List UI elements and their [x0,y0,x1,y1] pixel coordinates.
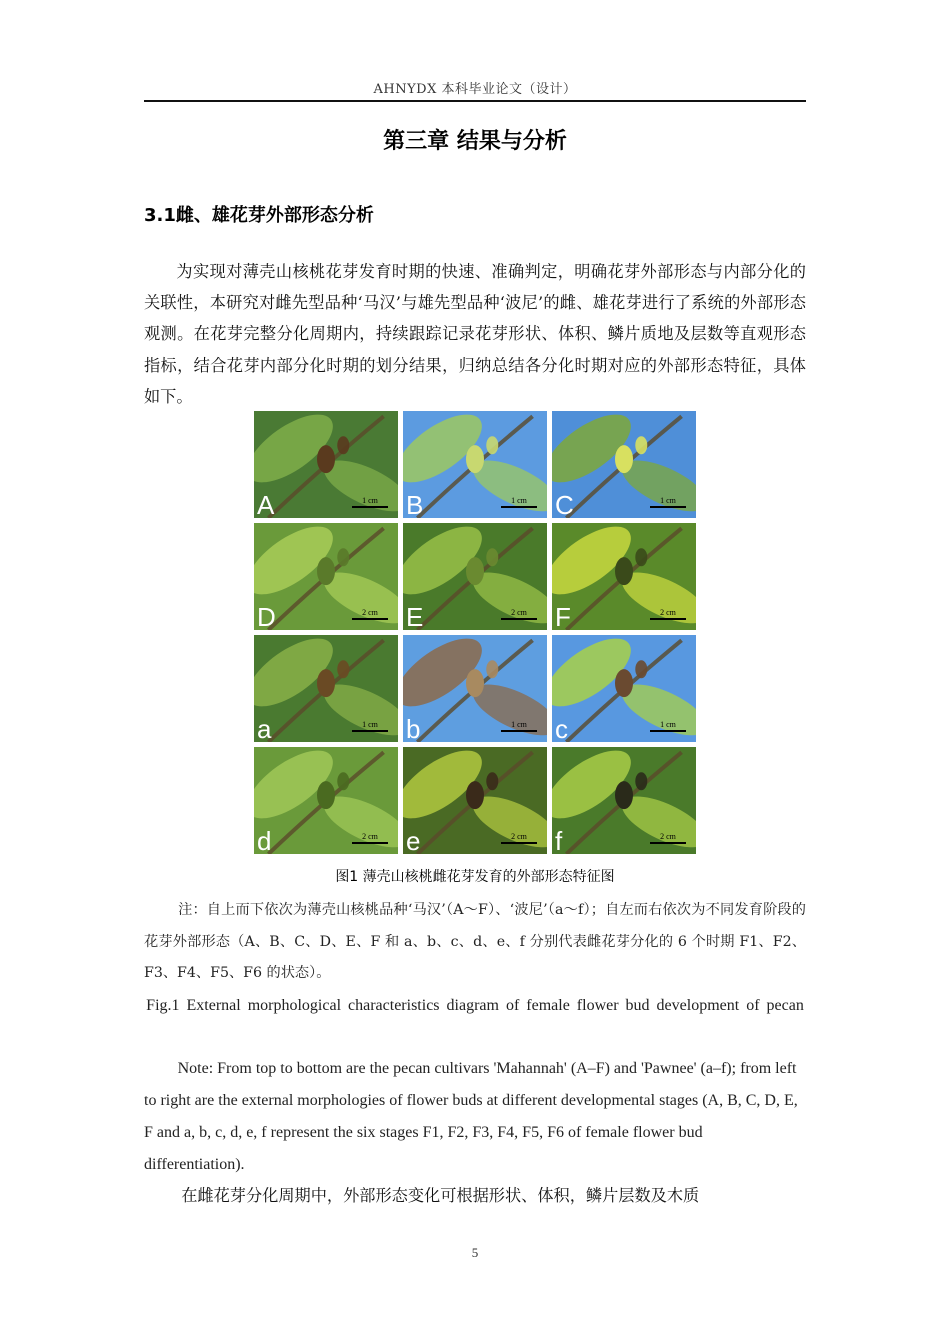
scale-line [501,506,537,508]
scale-bar [650,721,686,732]
scale-bar [352,833,388,844]
scale-bar [650,609,686,620]
chapter-title: 第三章 结果与分析 [383,129,567,154]
figure-note-chinese: 注：自上而下依次为薄壳山核桃品种‘马汉’（A～F）、‘波尼’（a～f）；自左而右依次为不同发育阶段的花芽外部形态（A、B、C、D、E、F 和 a、b、c、d、e、f 分别代表雌花芽分化的 6 个时期 F1、F2、F3、F4、F5、F6 的状态）。 [144,902,806,981]
scale-bar [352,497,388,508]
scale-bar [650,497,686,508]
scale-line [650,506,686,508]
panel-letter: A [257,490,275,518]
scale-bar [650,833,686,844]
panel-letter: d [257,826,272,854]
figure-note-english: Note: From top to bottom are the pecan cultivars 'Mahannah' (A–F) and 'Pawnee' (a–f); from left to right are the external morphologies of flower buds at different developmental stages (A, B, C, D, E, F and a, b, c, d, e, f represent the six stages F1, F2, F3, F4, F5, F6 of female flower bud differentiation). [144,1060,798,1173]
figure-panel-D [254,523,398,630]
scale-bar [501,609,537,620]
scale-line [501,730,537,732]
scale-label: 1 cm [511,720,527,729]
figure-panel-F [552,523,696,630]
scale-label: 1 cm [362,720,378,729]
scale-line [501,842,537,844]
figure-panel-B [403,411,547,518]
panel-letter: C [555,490,574,518]
figure-panel-e [403,747,547,854]
scale-line [352,618,388,620]
scale-label: 1 cm [660,720,676,729]
scale-label: 2 cm [362,832,378,841]
scale-line [352,842,388,844]
figure-panel-d [254,747,398,854]
panel-letter: b [406,714,421,742]
scale-line [650,618,686,620]
page-header: AHNYDX 本科毕业论文（设计） [373,82,577,97]
panel-letter: a [257,714,272,742]
panel-letter: f [555,826,563,854]
scale-label: 1 cm [362,496,378,505]
scale-label: 2 cm [660,832,676,841]
figure-panel-A [254,411,398,518]
scale-bar [501,833,537,844]
figure-panel-C [552,411,696,518]
figure-caption: 图1 薄壳山核桃雌花芽发育的外部形态特征图 [335,869,615,885]
figure-panel-E [403,523,547,630]
scale-label: 2 cm [660,608,676,617]
body-paragraph: 为实现对薄壳山核桃花芽发育时期的快速、准确判定，明确花芽外部形态与内部分化的关联性，本研究对雌先型品种‘马汉’与雄先型品种‘波尼’的雌、雄花芽进行了系统的外部形态观测。在花芽完整分化周期内，持续跟踪记录花芽形状、体积、鳞片质地及层数等直观形态指标，结合花芽内部分化时期的划分结果，归纳总结各分化时期对应的外部形态特征，具体如下。 [144,262,806,406]
figure-photo-grid [254,411,696,855]
scale-label: 2 cm [362,608,378,617]
panel-letter: E [406,602,424,630]
scale-line [650,842,686,844]
figure-panel-c [552,635,696,742]
scale-line [352,730,388,732]
scale-label: 1 cm [511,496,527,505]
panel-letter: c [555,714,568,742]
panel-letter: e [406,826,421,854]
scale-line [352,506,388,508]
figure-panel-a [254,635,398,742]
scale-bar [501,721,537,732]
page-number: 5 [471,1245,479,1260]
scale-label: 2 cm [511,832,527,841]
scale-line [650,730,686,732]
figure-panel-b [403,635,547,742]
section-title: 3.1雌、雄花芽外部形态分析 [144,205,374,226]
figure-panel-f [552,747,696,854]
scale-bar [501,497,537,508]
scale-label: 2 cm [511,608,527,617]
scale-line [501,618,537,620]
scale-bar [352,609,388,620]
panel-letter: B [406,490,424,518]
body-paragraph-continued: 在雌花芽分化周期中，外部形态变化可根据形状、体积，鳞片层数及木质 [181,1186,700,1205]
figure-caption-english: Fig.1 External morphological characteristics diagram of female flower bud development of pecan [146,997,804,1014]
header-rule [144,100,806,102]
scale-bar [352,721,388,732]
scale-label: 1 cm [660,496,676,505]
panel-letter: F [555,602,571,630]
panel-letter: D [257,602,276,630]
